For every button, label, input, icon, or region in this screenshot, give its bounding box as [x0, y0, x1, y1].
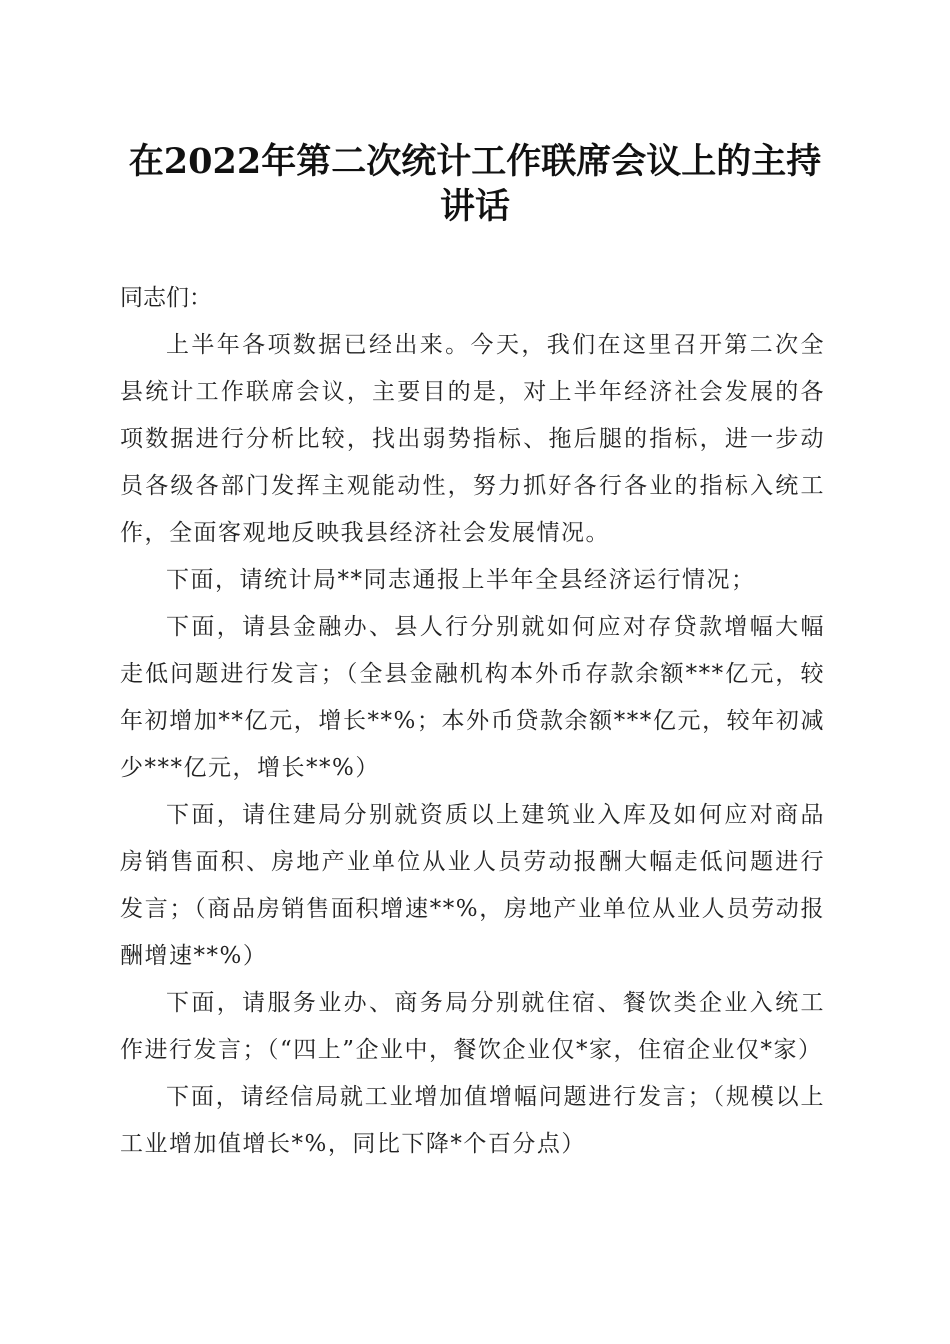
paragraph-services: 下面，请服务业办、商务局分别就住宿、餐饮类企业入统工作进行发言；（“四上”企业中，餐饮企业仅*家，住宿企业仅*家） — [120, 990, 825, 1063]
paragraph-statistics-bureau: 下面，请统计局**同志通报上半年全县经济运行情况； — [166, 567, 756, 593]
salutation: 同志们： — [120, 285, 212, 311]
document-body — [120, 275, 825, 1168]
document-title: 在2022年第二次统计工作联席会议上的主持讲话 — [128, 141, 822, 227]
paragraph-housing: 下面，请住建局分别就资质以上建筑业入库及如何应对商品房销售面积、房地产业单位从业人员劳动报酬大幅走低问题进行发言；（商品房销售面积增速**%，房地产业单位从业人员劳动报酬增速**%） — [120, 802, 825, 969]
paragraph-opening: 上半年各项数据已经出来。今天，我们在这里召开第二次全县统计工作联席会议，主要目的是，对上半年经济社会发展的各项数据进行分析比较，找出弱势指标、拖后腿的指标，进一步动员各级各部门发挥主观能动性，努力抓好各行各业的指标入统工作，全面客观地反映我县经济社会发展情况。 — [120, 332, 825, 546]
paragraph-industry: 下面，请经信局就工业增加值增幅问题进行发言；（规模以上工业增加值增长*%，同比下降*个百分点） — [120, 1084, 825, 1157]
paragraph-finance: 下面，请县金融办、县人行分别就如何应对存贷款增幅大幅走低问题进行发言；（全县金融机构本外币存款余额***亿元，较年初增加**亿元，增长**%；本外币贷款余额***亿元，较年初减少***亿元，增长**%） — [120, 614, 825, 781]
